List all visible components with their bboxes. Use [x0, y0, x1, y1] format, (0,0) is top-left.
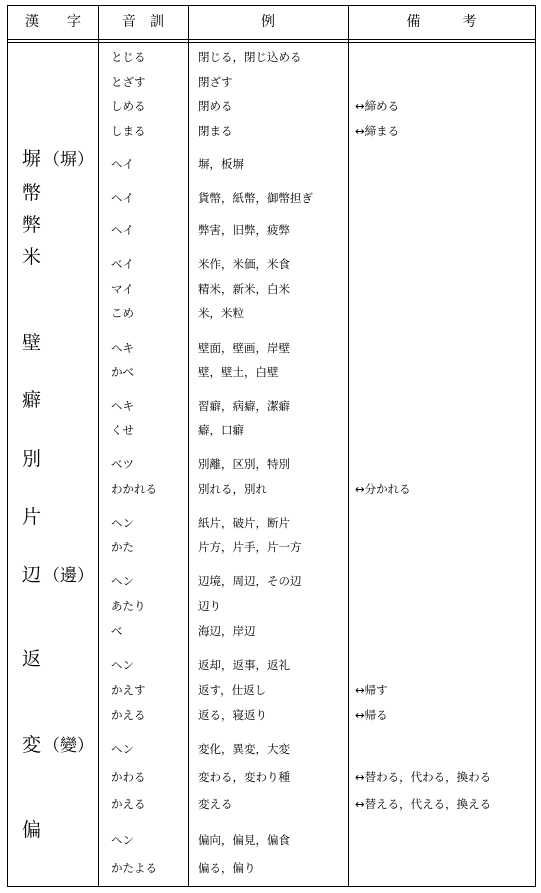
reading-cell: しまる	[111, 124, 146, 138]
kanji-cell	[22, 389, 41, 411]
example-cell: 米作，米価，米食	[198, 257, 290, 271]
example-cell: 変化，異変，大変	[198, 742, 290, 756]
kanji-variant: （塀）	[43, 150, 95, 170]
header-kanji: 漢 字	[25, 14, 81, 30]
kanji-char: 返	[22, 648, 42, 670]
note-cell: ↔締まる	[355, 124, 400, 138]
example-cell: 返却，返事，返礼	[198, 658, 290, 672]
reading-cell: ベイ	[111, 257, 134, 271]
reading-cell: ヘン	[111, 574, 134, 588]
example-cell: 米，米粒	[198, 306, 244, 320]
reading-cell: マイ	[111, 282, 134, 296]
reading-cell: こめ	[111, 306, 134, 320]
note-cell: ↔替わる，代わる，換わる	[355, 770, 492, 784]
kanji-char: 塀	[22, 148, 42, 170]
kanji-cell	[22, 214, 41, 236]
example-cell: 壁，壁土，白壁	[198, 365, 279, 379]
kanji-char: 辺	[22, 564, 42, 586]
reading-cell: かえす	[111, 683, 146, 697]
example-cell: 返る，寝返り	[198, 708, 267, 722]
reading-cell: かべ	[111, 365, 134, 379]
reading-cell: ヘン	[111, 516, 134, 530]
kanji-cell	[22, 246, 41, 268]
example-cell: 変える	[198, 797, 233, 811]
reading-cell: ベツ	[111, 457, 134, 471]
example-cell: 海辺，岸辺	[198, 624, 256, 638]
example-cell: 閉める	[198, 99, 233, 113]
kanji-reading-table	[7, 5, 536, 887]
reading-cell: ヘン	[111, 658, 134, 672]
reading-cell: くせ	[111, 423, 134, 437]
note-cell: ↔締める	[355, 99, 400, 113]
example-cell: 偏る，偏り	[198, 861, 256, 875]
example-cell: 片方，片手，片一方	[198, 540, 302, 554]
example-cell: 習癖，病癖，潔癖	[198, 399, 290, 413]
example-cell: 偏向，偏見，偏食	[198, 833, 290, 847]
reading-cell: とざす	[111, 75, 146, 89]
example-cell: 辺り	[198, 599, 221, 613]
kanji-char: 幣	[22, 182, 42, 204]
reading-cell: わかれる	[111, 482, 157, 496]
kanji-cell	[22, 148, 94, 171]
reading-cell: ヘキ	[111, 341, 134, 355]
header-note: 備 考	[406, 14, 477, 30]
example-cell: 閉じる，閉じ込める	[198, 50, 302, 64]
column-divider	[188, 6, 189, 886]
kanji-char: 別	[22, 448, 42, 470]
example-cell: 壁面，壁画，岸壁	[198, 341, 290, 355]
kanji-variant: （邊）	[43, 566, 95, 586]
example-cell: 変わる，変わり種	[198, 770, 290, 784]
column-divider	[98, 6, 99, 886]
kanji-cell	[22, 506, 41, 528]
example-cell: 別れる，別れ	[198, 482, 267, 496]
example-cell: 紙片，破片，断片	[198, 516, 290, 530]
reading-cell: ヘン	[111, 833, 134, 847]
example-cell: 閉まる	[198, 124, 233, 138]
kanji-cell	[22, 564, 94, 587]
reading-cell: かえる	[111, 708, 146, 722]
example-cell: 精米，新米，白米	[198, 282, 290, 296]
example-cell: 弊害，旧弊，疲弊	[198, 223, 290, 237]
kanji-char: 米	[22, 246, 42, 268]
kanji-cell	[22, 448, 41, 470]
column-divider	[348, 6, 349, 886]
kanji-cell	[22, 734, 94, 757]
example-cell: 別離，区別，特別	[198, 457, 290, 471]
reading-cell: あたり	[111, 599, 146, 613]
header-rule	[8, 39, 535, 40]
kanji-cell	[22, 648, 41, 670]
example-cell: 塀，板塀	[198, 157, 244, 171]
reading-cell: かわる	[111, 770, 146, 784]
reading-cell: かた	[111, 540, 134, 554]
example-cell: 閉ざす	[198, 75, 233, 89]
kanji-variant: （變）	[43, 736, 95, 756]
note-cell: ↔帰す	[355, 683, 388, 697]
kanji-char: 壁	[22, 332, 42, 354]
reading-cell: ヘイ	[111, 157, 134, 171]
reading-cell: ヘキ	[111, 399, 134, 413]
reading-cell: ヘイ	[111, 223, 134, 237]
reading-cell: とじる	[111, 50, 146, 64]
kanji-cell	[22, 819, 41, 841]
note-cell: ↔分かれる	[355, 482, 411, 496]
reading-cell: しめる	[111, 99, 146, 113]
example-cell: 癖，口癖	[198, 423, 244, 437]
example-cell: 返す，仕返し	[198, 683, 267, 697]
kanji-char: 変	[22, 734, 42, 756]
kanji-char: 片	[22, 506, 42, 528]
kanji-char: 弊	[22, 214, 42, 236]
header-example: 例	[261, 14, 275, 30]
reading-cell: かたよる	[111, 861, 157, 875]
kanji-char: 偏	[22, 819, 42, 841]
header-rule	[8, 42, 535, 43]
reading-cell: かえる	[111, 797, 146, 811]
kanji-cell	[22, 332, 41, 354]
note-cell: ↔帰る	[355, 708, 388, 722]
reading-cell: べ	[111, 624, 123, 638]
note-cell: ↔替える，代える，換える	[355, 797, 492, 811]
kanji-cell	[22, 182, 41, 204]
header-reading: 音 訓	[122, 14, 164, 30]
example-cell: 辺境，周辺，その辺	[198, 574, 302, 588]
reading-cell: ヘイ	[111, 191, 134, 205]
kanji-char: 癖	[22, 389, 42, 411]
example-cell: 貨幣，紙幣，御幣担ぎ	[198, 191, 313, 205]
reading-cell: ヘン	[111, 742, 134, 756]
